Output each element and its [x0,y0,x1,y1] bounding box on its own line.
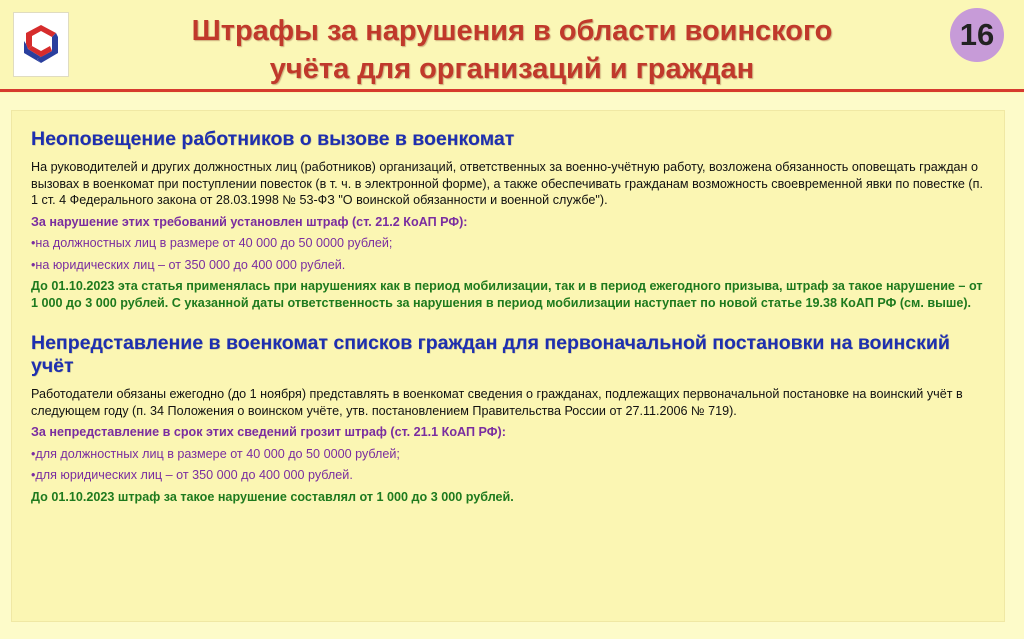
title-line-2: учёта для организаций и граждан [269,53,755,85]
header-divider [0,89,1024,92]
section2-note: До 01.10.2023 штраф за такое нарушение составлял от 1 000 до 3 000 рублей. [31,489,514,504]
section2-bullet-2: •для юридических лиц – от 350 000 до 400 000 рублей. [31,468,353,482]
section2-heading: Непредставление в военкомат списков граждан для первоначальной постановки на воинский учёт [31,332,950,377]
content-area [31,128,991,510]
section1-heading: Неоповещение работников о вызове в военкомат [31,128,515,150]
section-spacer [31,316,991,332]
title-line-1: Штрафы за нарушения в области воинского [191,15,833,47]
slide-number-badge: 16 [950,8,1004,62]
section1-paragraph: На руководителей и других должностных лиц (работников) организаций, ответственных за военно-учётную работу, возложена обязанность оповещать граждан о вызовах в военкомат при поступлении повесток (в т. ч. в электронной форме), а также обеспечивать гражданам возможность своевременной явки по повестке (п. 1 ст. 4 Федерального закона от 28.03.1998 № 53-ФЗ "О воинской обязанности и военной службе"). [31,160,983,207]
logo-icon [13,12,69,77]
section1-bullet-2: •на юридических лиц – от 350 000 до 400 000 рублей. [31,257,346,272]
page-title [100,12,924,88]
section2-paragraph: Работодатели обязаны ежегодно (до 1 ноября) представлять в военкомат сведения о гражданах, подлежащих первоначальной постановке на воинский учёт в следующем году (п. 34 Положения о воинском учёте, утв. постановлением Правительства России от 27.11.2006 № 719). [31,387,963,418]
section2-bullet-1: •для должностных лиц в размере от 40 000 до 50 0000 рублей; [31,446,400,461]
section2-fine-intro: За непредставление в срок этих сведений грозит штраф (ст. 21.1 КоАП РФ): [31,425,506,439]
section1-bullet-1: •на должностных лиц в размере от 40 000 до 50 0000 рублей; [31,236,393,250]
section1-note: До 01.10.2023 эта статья применялась при нарушениях как в период мобилизации, так и в период ежегодного призыва, штраф за такое нарушение – от 1 000 до 3 000 рублей. С указанной даты ответственность за нарушения в период мобилизации наступает по новой статье 19.38 КоАП РФ (см. выше). [31,279,983,310]
section1-fine-intro: За нарушение этих требований установлен штраф (ст. 21.2 КоАП РФ): [31,214,468,229]
